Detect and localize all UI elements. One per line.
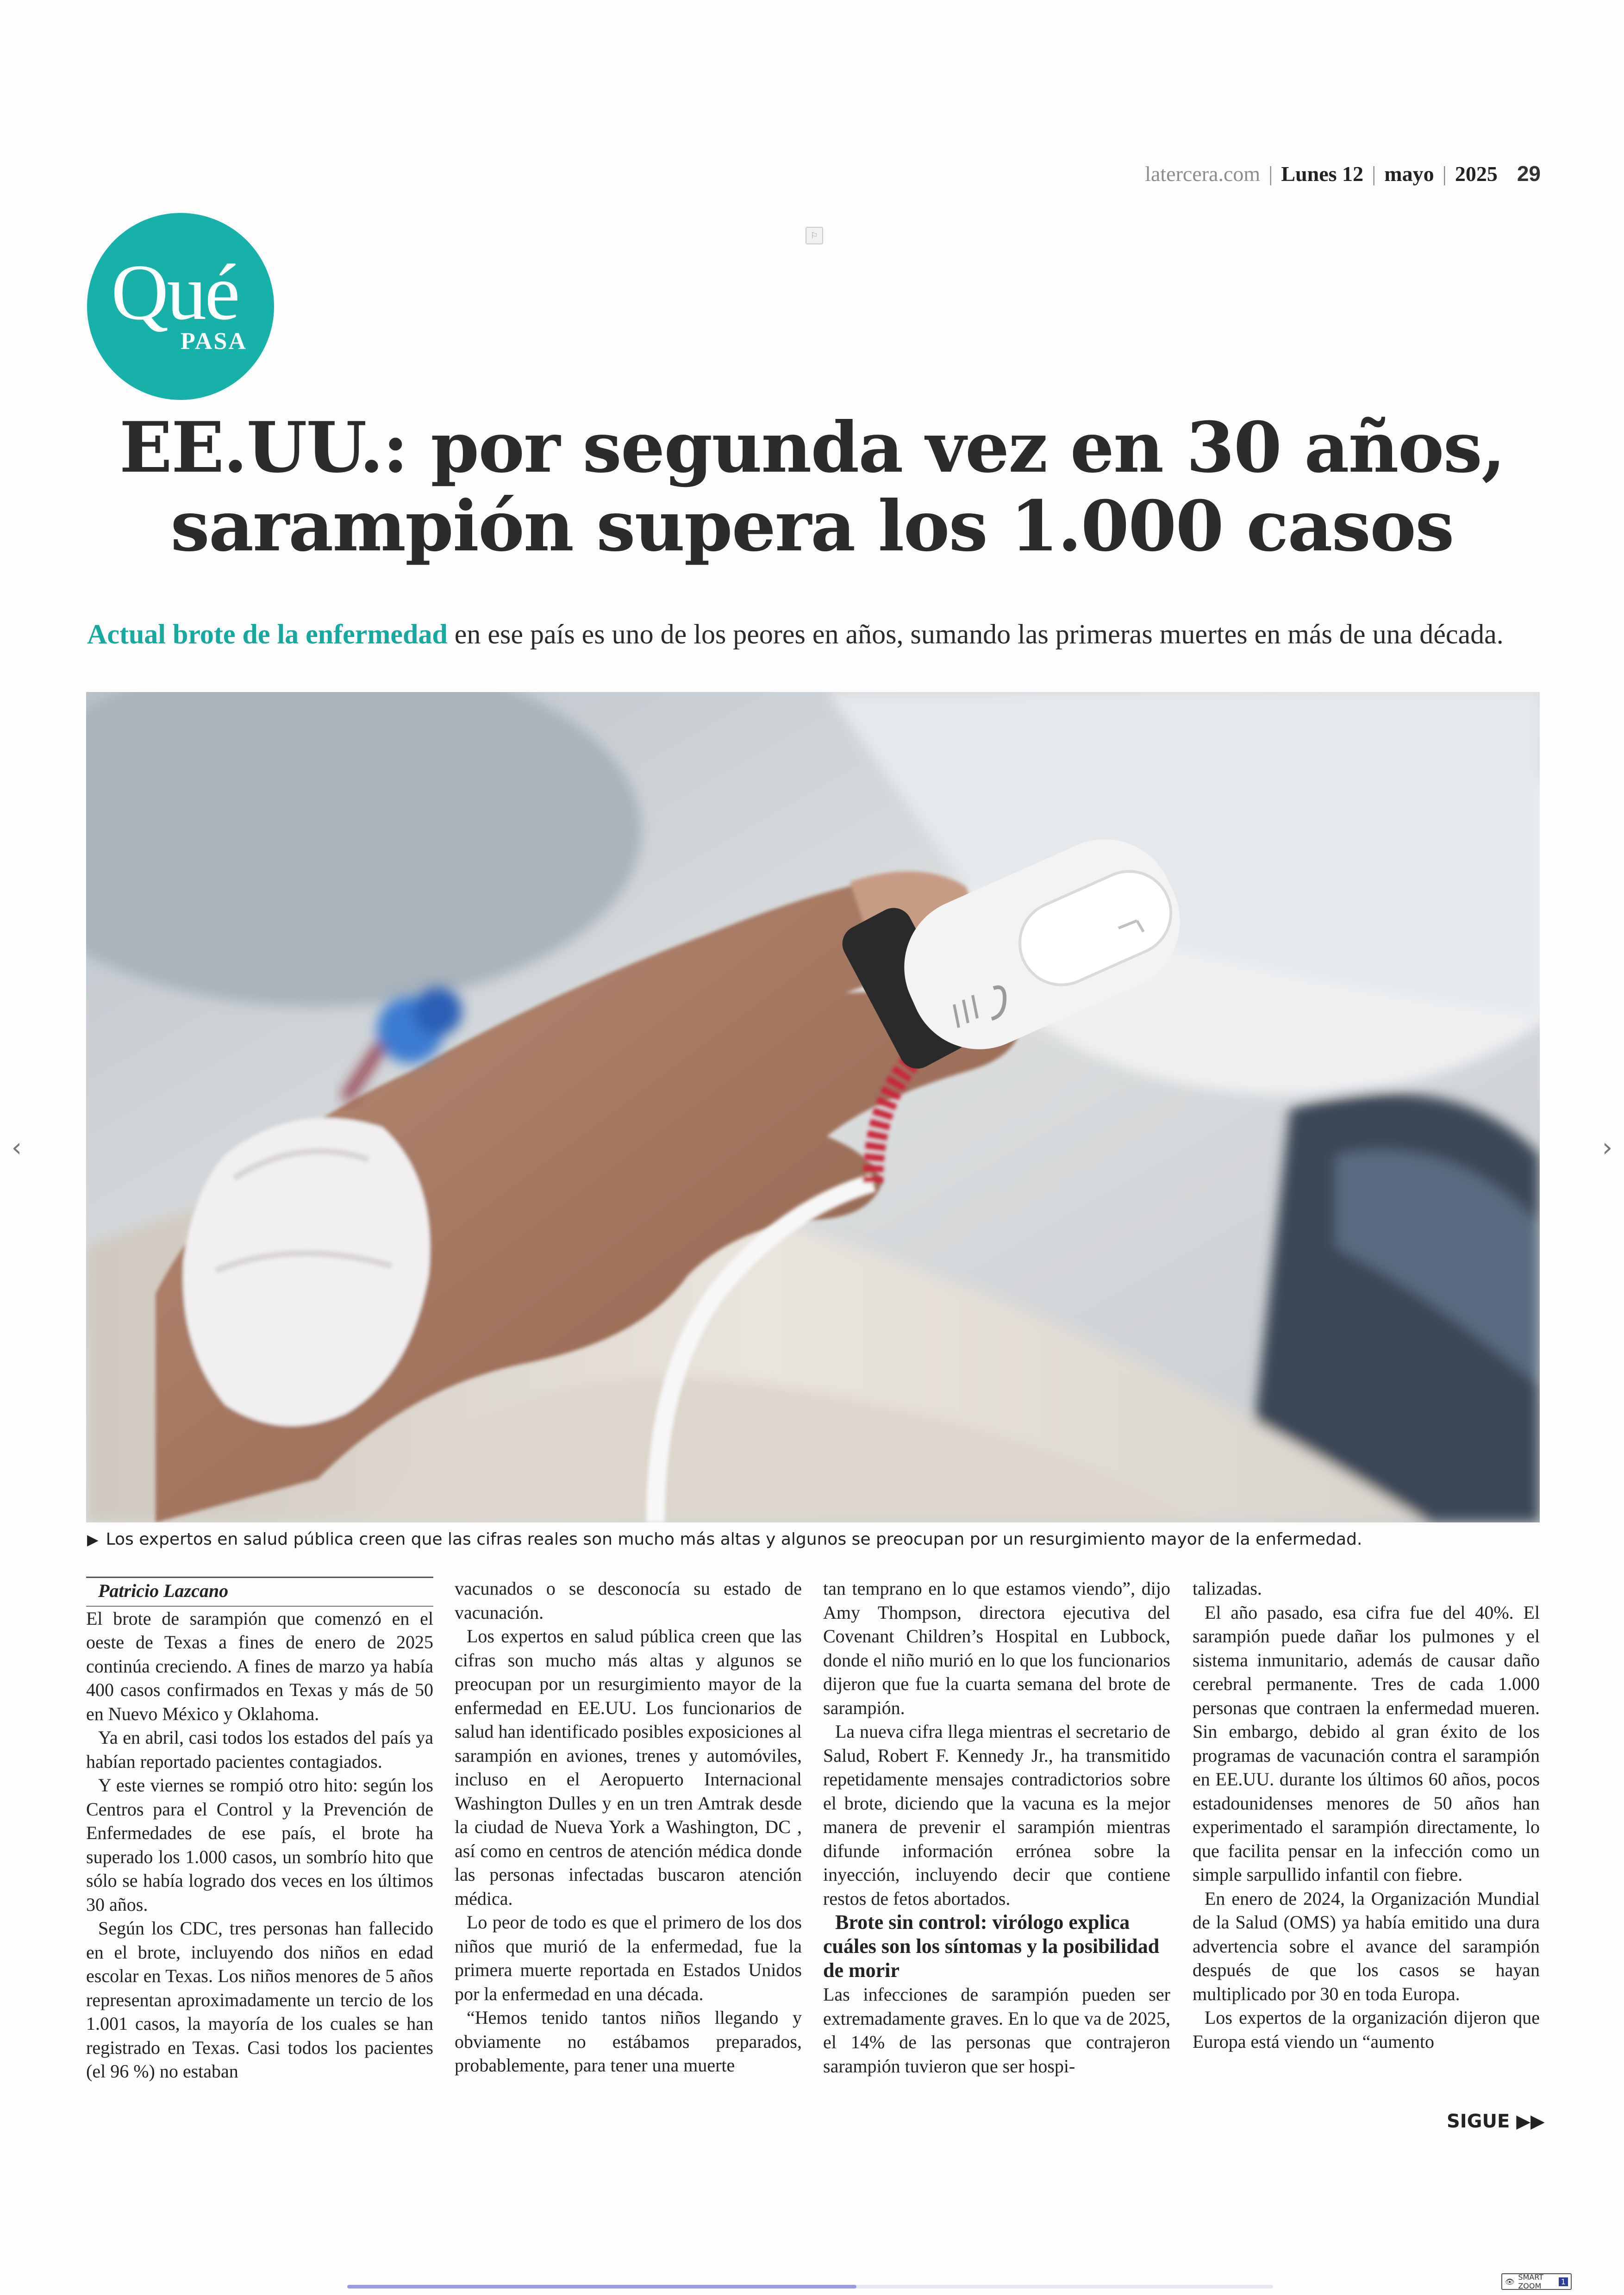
hospital-pulse-oximeter-photo (86, 692, 1540, 1522)
paragraph: Lo peor de todo es que el primero de los dos niños que murió de la enfermedad, fue la primera muerte reportada en Estados Unidos por la enfermedad en una década. (455, 1912, 802, 2004)
paragraph: El brote de sarampión que comenzó en el oeste de Texas a fines de enero de 2025 continúa creciendo. A fines de marzo ya había 400 casos confirmados en Texas y más de 50 en Nuevo México y Oklahoma. (86, 1608, 433, 1724)
eye-icon: 👁 (1505, 2277, 1515, 2286)
masthead-month: mayo (1384, 162, 1434, 186)
paragraph: Y este viernes se rompió otro hito: según los Centros para el Control y la Prevención de Enfermedades de ese país, el brote ha superado los 1.000 casos, un sombrío hito que sólo se había logrado dos veces en los últimos 30 años. (86, 1775, 433, 1915)
headline-line-2: sarampión supera los 1.000 casos (170, 486, 1454, 567)
deck-lead: Actual brote de la enfermedad (87, 619, 448, 649)
logo-pasa: PASA (181, 328, 247, 355)
page-scroll-bar[interactable] (347, 2285, 1273, 2289)
paragraph: En enero de 2024, la Organización Mundial de la Salud (OMS) ya había emitido una dura advertencia sobre el avance del sarampión después de que los casos se hayan multiplicado por 30 en toda Europa. (1193, 1888, 1540, 2004)
paragraph: vacunados o se desconocía su estado de vacunación. (455, 1578, 802, 1623)
logo-que: Qué (111, 249, 238, 337)
site-name: latercera.com (1145, 162, 1261, 186)
page-scroll-bar-fill (347, 2285, 856, 2289)
paragraph: Ya en abril, casi todos los estados del país ya habían reportado pacientes contagiados. (86, 1727, 433, 1772)
paragraph: El año pasado, esa cifra fue del 40%. El sarampión puede dañar los pulmones y el sistema inmunitario, además de causar daño cerebral permanente. Tres de cada 1.000 personas que contraen la enfermedad mueren. Sin embargo, debido al gran éxito de los programas de vacunación contra el sarampión en EE.UU. durante los últimos 60 años, pocos estadounidenses menores de 50 años han experimentado el sarampión directamente, lo que facilita pensar en la infección como un simple sarpullido infantil con fiebre. (1193, 1602, 1540, 1885)
paragraph: tan temprano en lo que estamos viendo”, dijo Amy Thompson, directora ejecutiva del Covenant Children’s Hospital en Lubbock, donde el niño murió en lo que los funcionarios dijeron que fue la cuarta semana del brote de sarampión. (823, 1578, 1170, 1718)
article-column-2 (455, 1577, 802, 2077)
deck (87, 616, 1541, 653)
headline (69, 408, 1555, 566)
bookmark-icon[interactable]: ⚐ (806, 227, 823, 244)
byline: Patricio Lazcano (86, 1577, 433, 1607)
article-photo (86, 692, 1540, 1522)
article-column-1 (86, 1577, 433, 2083)
paragraph: Los expertos en salud pública creen que las cifras son mucho más altas y algunos se preocupan por un resurgimiento mayor de la enfermedad en EE.UU. Los funcionarios de salud han identificado posibles exposiciones al sarampión en aviones, trenes y automóviles, incluso en el Aeropuerto Internacional Washington Dulles y en un tren Amtrak desde la ciudad de Nueva York a Washington, DC , así como en centros de atención médica donde las personas infectadas buscaron atención médica. (455, 1626, 802, 1909)
smart-zoom-button[interactable] (1501, 2273, 1572, 2290)
smart-zoom-label: SMART ZOOM (1518, 2273, 1543, 2290)
photo-caption (87, 1527, 1541, 1553)
paragraph: talizadas. (1193, 1578, 1262, 1599)
smart-zoom-count: 1 (1559, 2277, 1568, 2286)
deck-rest: en ese país es uno de los peores en años, sumando las primeras muertes en más de una década. (447, 619, 1504, 649)
page-masthead: latercera.com | Lunes 12 | mayo | 2025 29 (1145, 162, 1541, 186)
paragraph: Las infecciones de sarampión pueden ser extremadamente graves. En lo que va de 2025, el 14% de las personas que contrajeron sarampión tuvieron que ser hospi- (823, 1984, 1170, 2077)
subheading: Brote sin control: virólogo explica cuáles son los síntomas y la posibilidad de morir (823, 1911, 1160, 1982)
page-number: 29 (1517, 162, 1541, 186)
que-pasa-logo (87, 213, 274, 400)
continues-label: SIGUE ▶▶ (1447, 2111, 1545, 2132)
caption-arrow-icon: ▶ (87, 1531, 99, 1548)
masthead-weekday: Lunes 12 (1281, 162, 1364, 186)
masthead-year: 2025 (1455, 162, 1498, 186)
article-column-4 (1193, 1577, 1540, 2053)
paragraph: “Hemos tenido tantos niños llegando y obviamente no estábamos preparados, probablemente, para tener una muerte (455, 2007, 802, 2076)
article-column-3 (823, 1577, 1170, 2078)
chevron-left-icon[interactable]: ‹ (11, 1133, 22, 1163)
chevron-right-icon[interactable]: › (1602, 1133, 1613, 1163)
caption-text: Los expertos en salud pública creen que las cifras reales son mucho más altas y algunos se preocupan por un resurgimiento mayor de la enfermedad. (106, 1530, 1362, 1549)
headline-line-1: EE.UU.: por segunda vez en 30 años, (119, 407, 1505, 488)
paragraph: Los expertos de la organización dijeron que Europa está viendo un “aumento (1193, 2007, 1540, 2052)
paragraph: La nueva cifra llega mientras el secretario de Salud, Robert F. Kennedy Jr., ha transmitido repetidamente mensajes contradictorios sobre el brote, diciendo que la vacuna es la mejor manera de prevenir el sarampión mientras difunde información errónea sobre la inyección, incluyendo decir que contiene restos de fetos abortados. (823, 1721, 1170, 1909)
paragraph: Según los CDC, tres personas han fallecido en el brote, incluyendo dos niños en edad escolar en Texas. Los niños menores de 5 años representan aproximadamente un tercio de los 1.001 casos, la mayoría de los cuales se han registrado en Texas. Casi todos los pacientes (el 96 %) no estaban (86, 1918, 433, 2082)
